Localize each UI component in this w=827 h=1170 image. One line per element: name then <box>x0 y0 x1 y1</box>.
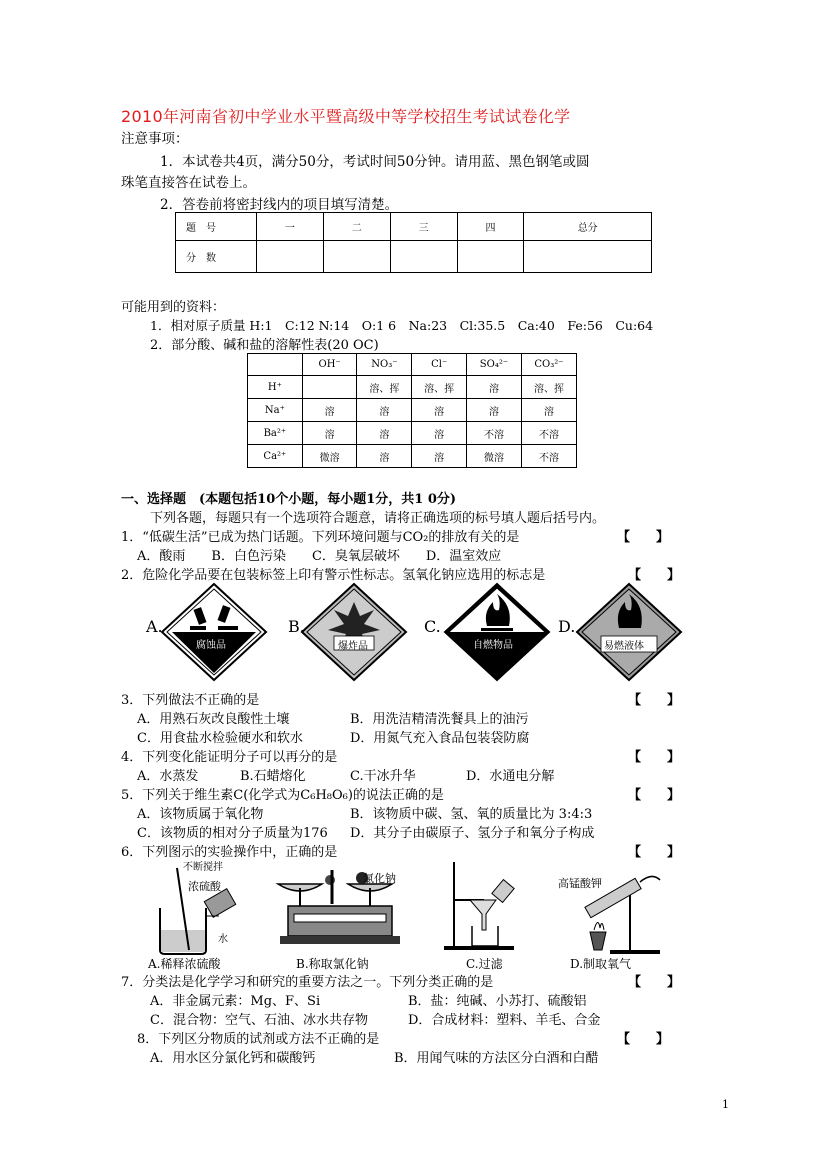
q1-stem: 1．“低碳生活”已成为热门话题。下列环境问题与CO₂的排放有关的是 <box>121 530 520 545</box>
answer-bracket: 【 】 <box>628 568 681 583</box>
hazard-sign-label: 爆炸品 <box>338 641 368 652</box>
sol-cell: 不溶 <box>521 422 576 445</box>
q3-stem: 3．下列做法不正确的是 <box>121 693 260 708</box>
q4-option-b: B.石蜡熔化 <box>240 769 306 784</box>
sol-cell: 溶 <box>412 422 467 445</box>
q6-caption: C.过滤 <box>466 957 503 971</box>
sol-header-cell: SO₄²⁻ <box>466 354 521 376</box>
dilution-apparatus-icon <box>145 858 265 958</box>
q5-option-a: A．该物质属于氧化物 <box>137 807 264 822</box>
option-label: D. <box>558 617 576 636</box>
sol-cell: Ca²⁺ <box>248 445 303 468</box>
score-cell: 题 号 <box>176 213 257 241</box>
solubility-heading: 2．部分酸、碱和盐的溶解性表(20 OC) <box>150 338 379 353</box>
materials-heading: 可能用到的资料： <box>121 300 226 315</box>
hazard-sign-label: 易燃液体 <box>604 641 644 652</box>
sol-header-cell <box>248 354 303 376</box>
sol-cell: 溶 <box>466 399 521 422</box>
q7-stem: 7．分类法是化学学习和研究的重要方法之一。下列分类正确的是 <box>121 975 494 990</box>
option-label: C. <box>424 617 441 636</box>
balance-icon <box>270 862 420 952</box>
score-cell: 总分 <box>524 213 652 241</box>
section-1-instructions: 下列各题，每题只有一个选项符合题意，请将正确选项的标号填人题后括号内。 <box>150 511 606 526</box>
section-1-title: 一、选择题 (本题包括10个小题，每小题1分，共1 0分) <box>121 492 457 507</box>
sol-cell: 溶 <box>412 399 467 422</box>
answer-bracket: 【 】 <box>628 750 681 765</box>
sol-cell: 溶 <box>466 376 521 399</box>
q5-option-c: C．该物质的相对分子质量为176 <box>137 826 328 841</box>
q7-option-b: B．盐：纯碱、小苏打、硫酸铝 <box>408 994 587 1009</box>
self-ignition-sign-icon <box>443 582 551 682</box>
score-cell <box>390 241 457 273</box>
apparatus-note: 水 <box>218 934 228 945</box>
explosive-sign-icon <box>300 582 408 682</box>
notice-1-line-1: 1．本试卷共4页，满分50分，考试时间50分钟。请用蓝、黑色钢笔或圆 <box>160 154 590 170</box>
score-cell: 四 <box>457 213 524 241</box>
q5-stem: 5．下列关于维生素C(化学式为C₆H₈O₆)的说法正确的是 <box>121 788 444 803</box>
sol-cell: 微溶 <box>302 445 357 468</box>
notice-heading: 注意事项： <box>121 131 189 147</box>
q5-option-d: D．其分子由碳原子、氢分子和氧分子构成 <box>350 826 595 841</box>
solubility-table <box>247 353 577 468</box>
apparatus-note: 高锰酸钾 <box>558 877 602 890</box>
atomic-masses: 1．相对原子质量 H:1 C:12 N:14 O:1 6 Na:23 Cl:35.5 Ca:40 Fe:56 Cu:64 <box>150 318 654 333</box>
answer-bracket: 【 】 <box>628 845 681 860</box>
q7-option-a: A．非金属元素：Mg、F、Si <box>150 994 321 1009</box>
q3-option-c: C．用食盐水检验硬水和软水 <box>137 731 303 746</box>
hazard-sign-label: 自燃物品 <box>473 640 513 651</box>
option-label: A. <box>146 617 163 636</box>
score-cell: 一 <box>257 213 324 241</box>
q2-stem: 2．危险化学品要在包装标签上印有警示性标志。氢氧化钠应选用的标志是 <box>121 568 546 583</box>
score-cell: 分 数 <box>176 241 257 273</box>
q6-caption: A.稀释浓硫酸 <box>148 957 221 971</box>
q8-option-a: A．用水区分氯化钙和碳酸钙 <box>150 1051 316 1066</box>
sol-header-cell: Cl⁻ <box>412 354 467 376</box>
sol-cell: 溶、挥 <box>521 376 576 399</box>
sol-cell: 不溶 <box>521 445 576 468</box>
q4-stem: 4．下列变化能证明分子可以再分的是 <box>121 750 338 765</box>
sol-cell: 溶 <box>357 399 412 422</box>
corrosive-sign-icon <box>160 582 268 682</box>
sol-header-cell: NO₃⁻ <box>357 354 412 376</box>
page-title: 2010年河南省初中学业水平暨高级中等学校招生考试试卷化学 <box>121 107 571 126</box>
flammable-liquid-sign-icon <box>575 582 683 682</box>
score-cell <box>524 241 652 273</box>
q6-caption: B.称取氯化钠 <box>296 957 369 971</box>
apparatus-note: 不断搅拌 <box>183 862 223 873</box>
score-cell: 三 <box>390 213 457 241</box>
sol-cell: Na⁺ <box>248 399 303 422</box>
q6-stem: 6．下列图示的实验操作中，正确的是 <box>121 845 338 860</box>
q4-option-c: C.干冰升华 <box>350 769 416 784</box>
score-cell: 二 <box>323 213 390 241</box>
apparatus-note: 浓硫酸 <box>188 880 221 893</box>
sol-cell: 不溶 <box>466 422 521 445</box>
notice-2: 2．答卷前将密封线内的项目填写清楚。 <box>160 197 399 213</box>
q4-option-d: D．水通电分解 <box>466 769 555 784</box>
apparatus-note: 氯化钠 <box>363 872 396 885</box>
q5-option-b: B．该物质中碳、氢、氧的质量比为 3:4:3 <box>350 807 593 822</box>
answer-bracket: 【 】 <box>628 975 681 990</box>
sol-cell: 溶、挥 <box>357 376 412 399</box>
answer-bracket: 【 】 <box>617 530 670 545</box>
page-number: 1 <box>722 1098 729 1111</box>
sol-header-cell: CO₃²⁻ <box>521 354 576 376</box>
filtration-apparatus-icon <box>440 860 520 952</box>
answer-bracket: 【 】 <box>628 788 681 803</box>
q3-option-d: D．用氮气充入食品包装袋防腐 <box>350 731 530 746</box>
score-table <box>175 212 652 273</box>
sol-cell: 溶 <box>357 445 412 468</box>
q7-option-d: D．合成材料：塑料、羊毛、合金 <box>408 1013 601 1028</box>
answer-bracket: 【 】 <box>617 1032 670 1047</box>
q8-stem: 8．下列区分物质的试剂或方法不正确的是 <box>137 1032 380 1047</box>
q3-option-a: A．用熟石灰改良酸性土壤 <box>137 712 290 727</box>
q7-option-c: C．混合物：空气、石油、冰水共存物 <box>150 1013 368 1028</box>
sol-cell: 溶 <box>302 422 357 445</box>
score-cell <box>257 241 324 273</box>
sol-cell: H⁺ <box>248 376 303 399</box>
notice-1-line-2: 珠笔直接答在试卷上。 <box>121 175 256 191</box>
score-cell <box>323 241 390 273</box>
score-cell <box>457 241 524 273</box>
q1-options: A．酸雨 B．白色污染 C．臭氧层破坏 D．温室效应 <box>137 549 502 564</box>
q3-option-b: B．用洗洁精清洗餐具上的油污 <box>350 712 529 727</box>
sol-cell: 微溶 <box>466 445 521 468</box>
sol-cell <box>302 376 357 399</box>
hazard-sign-label: 腐蚀品 <box>196 640 226 651</box>
sol-cell: Ba²⁺ <box>248 422 303 445</box>
q8-option-b: B．用闻气味的方法区分白酒和白醋 <box>394 1051 599 1066</box>
answer-bracket: 【 】 <box>628 693 681 708</box>
sol-cell: 溶 <box>302 399 357 422</box>
sol-cell: 溶 <box>521 399 576 422</box>
sol-header-cell: OH⁻ <box>302 354 357 376</box>
q6-caption: D.制取氧气 <box>570 957 632 971</box>
q4-option-a: A．水蒸发 <box>137 769 199 784</box>
option-label: B. <box>288 617 305 636</box>
sol-cell: 溶 <box>357 422 412 445</box>
sol-cell: 溶 <box>412 445 467 468</box>
sol-cell: 溶、挥 <box>412 376 467 399</box>
